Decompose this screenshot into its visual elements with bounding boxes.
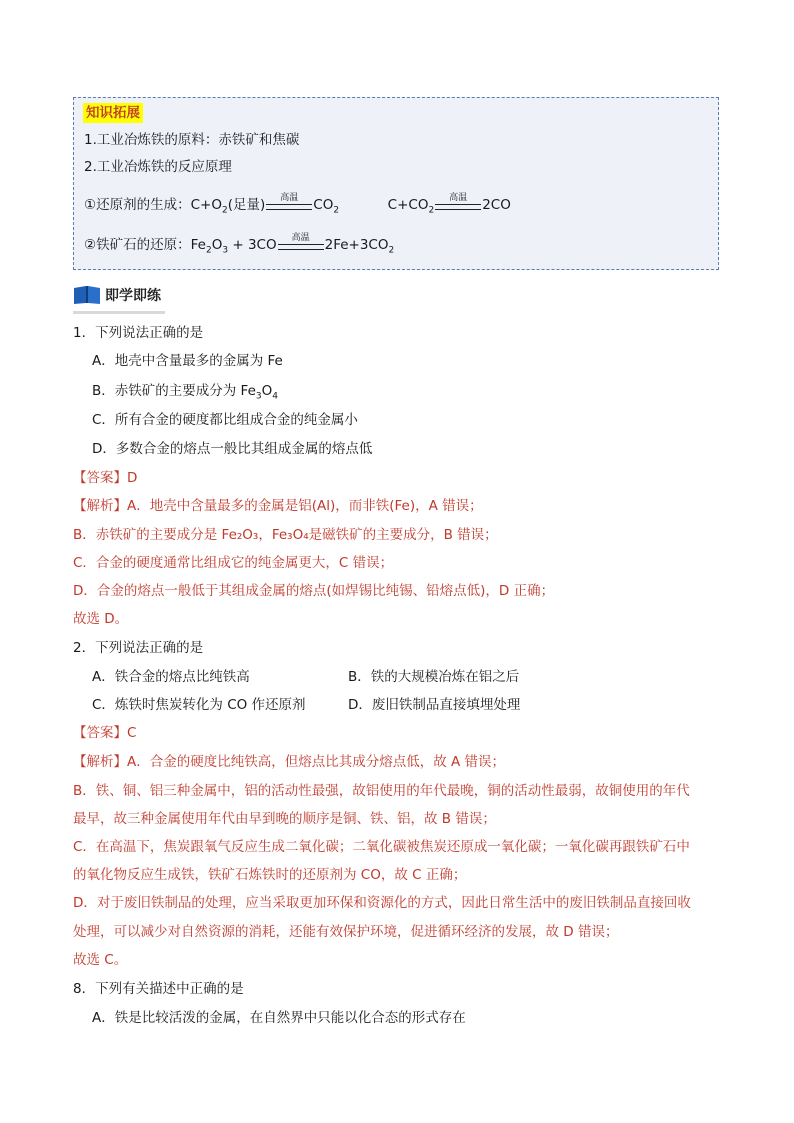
- q1-analysis-4: D．合金的熔点一般低于其组成金属的熔点(如焊锡比纯锡、铅熔点低)，D 正确；: [73, 583, 555, 599]
- eq1-paren: (足量): [227, 197, 266, 213]
- eq3-sub2: 3: [222, 245, 229, 256]
- eq3-rest: + 3CO: [228, 237, 277, 253]
- knowledge-line-2: 2.工业冶炼铁的反应原理: [84, 159, 232, 175]
- q1-answer: 【答案】D: [73, 470, 138, 486]
- eq3-condition: [278, 233, 324, 250]
- knowledge-box: [73, 97, 719, 270]
- section-header: [73, 285, 161, 305]
- eq1-right-sub: 2: [333, 205, 340, 216]
- q1-b-sub2: 4: [272, 391, 278, 402]
- eq3-left: Fe: [190, 237, 206, 253]
- q2-analysis-4b: 处理，可以减少对自然资源的消耗，还能有效保护环境，促进循环经济的发展，故 D 错误；: [73, 924, 619, 940]
- q1-option-a: A．地壳中含量最多的金属为 Fe: [92, 353, 283, 369]
- equation-3: [84, 232, 395, 260]
- section-underline: [73, 311, 165, 314]
- q2-stem: 2．下列说法正确的是: [73, 640, 204, 656]
- q2-option-b: B．铁的大规模冶炼在铝之后: [348, 669, 520, 685]
- q1-analysis-1-text: A．地壳中含量最多的金属是铝(Al)，而非铁(Fe)，A 错误；: [127, 498, 483, 514]
- q2-analysis-3b: 的氧化物反应生成铁，铁矿石炼铁时的还原剂为 CO，故 C 正确；: [73, 867, 467, 883]
- q1-option-d: D．多数合金的熔点一般比其组成金属的熔点低: [92, 441, 373, 457]
- q1-analysis-label: 【解析】: [73, 498, 127, 514]
- q2-analysis-3a: C．在高温下，焦炭跟氧气反应生成二氧化碳；二氧化碳被焦炭还原成一氧化碳；一氧化碳再跟铁矿石中: [73, 839, 690, 855]
- q2-analysis-2a: B．铁、铜、铝三种金属中，铝的活动性最强，故铝使用的年代最晚，铜的活动性最弱，故铜使用的年代: [73, 783, 690, 799]
- q2-analysis-4a: D．对于废旧铁制品的处理，应当采取更加环保和资源化的方式，因此日常生活中的废旧铁制品直接回收: [73, 895, 691, 911]
- eq3-sub1: 2: [205, 245, 212, 256]
- q2-analysis-2b: 最早，故三种金属使用年代由早到晚的顺序是铜、铁、铝，故 B 错误；: [73, 811, 496, 827]
- eq3-label: ②铁矿石的还原：: [84, 237, 191, 253]
- book-icon: [73, 285, 101, 305]
- section-title: 即学即练: [105, 288, 161, 304]
- q1-analysis-2: B．赤铁矿的主要成分是 Fe₂O₃，Fe₃O₄是磁铁矿的主要成分，B 错误；: [73, 527, 498, 543]
- q1-analysis-1: [73, 497, 483, 515]
- eq1-label: ①还原剂的生成：: [84, 197, 191, 213]
- q3-stem: 8．下列有关描述中正确的是: [73, 981, 244, 997]
- eq1-condition: [266, 193, 312, 210]
- q2-conclusion: 故选 C。: [73, 952, 128, 968]
- eq2-double-bar: [435, 204, 481, 210]
- eq1-double-bar: [266, 204, 312, 210]
- q1-b-text: B．赤铁矿的主要成分为 Fe: [92, 383, 256, 399]
- eq1-left: C+O: [190, 197, 222, 213]
- eq2-right: 2CO: [482, 197, 511, 213]
- q1-option-b: [92, 382, 278, 406]
- eq1-sub: 2: [221, 205, 228, 216]
- knowledge-line-1: 1.工业冶炼铁的原料：赤铁矿和焦碳: [84, 132, 300, 148]
- eq2-left-sub: 2: [428, 205, 435, 216]
- q2-analysis-1-text: A．合金的硬度比纯铁高，但熔点比其成分熔点低，故 A 错误；: [127, 754, 506, 770]
- q2-analysis-1: [73, 753, 505, 771]
- eq1-condition-text: 高温: [280, 192, 299, 203]
- q3-option-a: A．铁是比较活泼的金属，在自然界中只能以化合态的形式存在: [92, 1010, 466, 1026]
- eq3-right-sub: 2: [388, 245, 395, 256]
- eq2-condition-text: 高温: [449, 192, 468, 203]
- q2-option-c: C．炼铁时焦炭转化为 CO 作还原剂: [92, 697, 306, 713]
- q2-analysis-label: 【解析】: [73, 754, 127, 770]
- q1-option-c: C．所有合金的硬度都比组成合金的纯金属小: [92, 412, 358, 428]
- q1-stem: 1．下列说法正确的是: [73, 325, 204, 341]
- q1-conclusion: 故选 D。: [73, 611, 129, 627]
- q2-answer: 【答案】C: [73, 725, 137, 741]
- q1-b-o: O: [261, 383, 273, 399]
- q2-option-d: D．废旧铁制品直接填埋处理: [348, 697, 521, 713]
- eq3-right: 2Fe+3CO: [324, 237, 389, 253]
- q1-b-sub1: 3: [255, 391, 262, 402]
- q2-option-a: A．铁合金的熔点比纯铁高: [92, 669, 250, 685]
- eq3-mid: O: [211, 237, 223, 253]
- eq1-right: CO: [313, 197, 334, 213]
- knowledge-title: 知识拓展: [83, 103, 143, 123]
- eq2-condition: [435, 193, 481, 210]
- eq3-double-bar: [278, 244, 324, 250]
- q1-analysis-3: C．合金的硬度通常比组成它的纯金属更大，C 错误；: [73, 555, 394, 571]
- equation-1: [84, 192, 511, 220]
- eq3-condition-text: 高温: [291, 232, 310, 243]
- eq2-left: C+CO: [387, 197, 429, 213]
